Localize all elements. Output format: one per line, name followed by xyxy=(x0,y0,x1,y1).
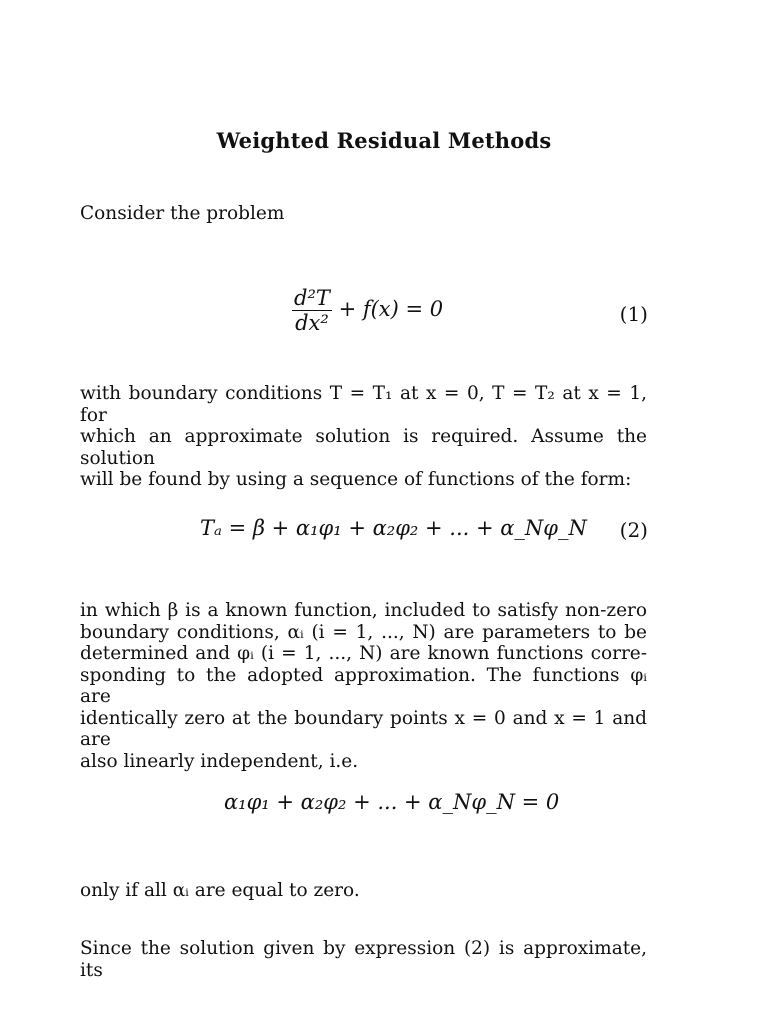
intro-paragraph: Consider the problem xyxy=(80,203,285,224)
paragraph-line: boundary conditions, αᵢ (i = 1, ..., N) are parameters to be xyxy=(80,621,647,643)
paragraph-line: determined and φᵢ (i = 1, ..., N) are known functions corre- xyxy=(80,643,647,664)
equation-1-fraction xyxy=(292,286,332,335)
zero-condition-paragraph: only if all αᵢ are equal to zero. xyxy=(80,880,360,901)
paragraph-line: also linearly independent, i.e. xyxy=(80,750,359,772)
equation-1-number: (1) xyxy=(619,302,648,326)
paragraph-line: which an approximate solution is required. Assume the solution xyxy=(80,426,647,469)
equation-3: α₁φ₁ + α₂φ₂ + ... + α_Nφ_N = 0 xyxy=(224,790,560,814)
equation-1-denominator: dx² xyxy=(295,311,329,335)
paragraph-line: Since the solution given by expression (2) is approximate, its xyxy=(80,938,647,981)
paragraph-line: identically zero at the boundary points x = 0 and x = 1 and are xyxy=(80,707,647,750)
paragraph-line: will be found by using a sequence of functions of the form: xyxy=(80,469,632,490)
page-title: Weighted Residual Methods xyxy=(216,128,552,153)
equation-2: Tₐ = β + α₁φ₁ + α₂φ₂ + ... + α_Nφ_N xyxy=(200,516,587,540)
paragraph-line: sponding to the adopted approximation. The functions φᵢ are xyxy=(80,664,647,707)
equation-1 xyxy=(292,286,443,335)
equation-2-number: (2) xyxy=(619,518,648,542)
equation-1-rest: + f(x) = 0 xyxy=(338,297,444,321)
approximation-paragraph xyxy=(80,938,647,981)
definition-paragraph xyxy=(80,600,647,772)
equation-1-numerator: d²T xyxy=(294,286,330,310)
paragraph-line: with boundary conditions T = T₁ at x = 0, T = T₂ at x = 1, for xyxy=(80,383,647,426)
boundary-conditions-paragraph xyxy=(80,383,647,491)
paragraph-line: in which β is a known function, included to satisfy non-zero xyxy=(80,600,647,621)
